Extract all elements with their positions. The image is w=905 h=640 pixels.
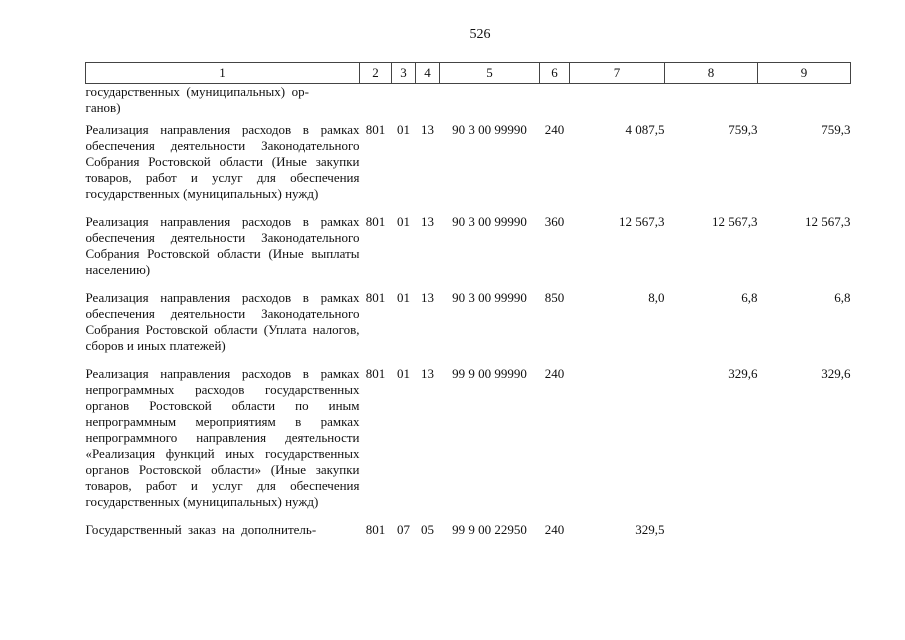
column-header: 3 <box>392 63 416 84</box>
row-description: государственных (муниципальных) ор- ганов) <box>85 84 309 115</box>
column-header: 5 <box>440 63 540 84</box>
cell-section: 01 <box>397 290 410 305</box>
cell-amount-2: 759,3 <box>728 122 758 137</box>
cell-admin-code: 801 <box>365 122 386 137</box>
row-description: Реализация направления расходов в рамках обеспечения деятельности Законодательного Собрания Ростовской области (Иные закупки товаров, работ и услуг для обеспечения государственных (муниципальных) нужд) <box>85 122 360 201</box>
cell-target-article: 99 9 00 99990 <box>452 366 527 381</box>
cell-target-article: 90 3 00 99990 <box>452 290 527 305</box>
column-header: 2 <box>360 63 392 84</box>
column-header: 8 <box>665 63 758 84</box>
cell-amount-1: 8,0 <box>648 290 665 305</box>
cell-section <box>392 84 416 123</box>
table-row <box>86 522 851 550</box>
budget-table <box>85 62 851 550</box>
cell-subsection: 13 <box>421 214 434 229</box>
cell-expense-type: 240 <box>544 366 565 381</box>
cell-subsection: 13 <box>421 122 434 137</box>
table-header-row <box>86 63 851 84</box>
cell-amount-2: 12 567,3 <box>712 214 758 229</box>
cell-amount-2: 329,6 <box>728 366 758 381</box>
column-header: 6 <box>540 63 570 84</box>
cell-section: 01 <box>397 122 410 137</box>
cell-amount-3: 12 567,3 <box>805 214 851 229</box>
cell-amount-3 <box>758 522 851 550</box>
cell-amount-3: 759,3 <box>821 122 851 137</box>
cell-admin-code: 801 <box>365 290 386 305</box>
column-header: 4 <box>416 63 440 84</box>
cell-expense-type: 240 <box>544 122 565 137</box>
page-number: 526 <box>469 27 491 42</box>
cell-amount-1: 4 087,5 <box>625 122 665 137</box>
row-description: Государственный заказ на дополнитель- <box>85 522 317 537</box>
cell-amount-3: 329,6 <box>821 366 851 381</box>
cell-subsection: 13 <box>421 290 434 305</box>
cell-subsection <box>416 84 440 123</box>
row-description: Реализация направления расходов в рамках обеспечения деятельности Законодательного Собрания Ростовской области (Уплата налогов, сборов и иных платежей) <box>85 290 360 353</box>
cell-subsection: 13 <box>421 366 434 381</box>
cell-amount-3: 6,8 <box>834 290 851 305</box>
cell-amount-1: 329,5 <box>635 522 665 537</box>
cell-target-article: 99 9 00 22950 <box>452 522 527 537</box>
table-row <box>86 214 851 290</box>
cell-section: 01 <box>397 214 410 229</box>
cell-subsection: 05 <box>421 522 434 537</box>
cell-admin-code: 801 <box>365 522 386 537</box>
cell-amount-1: 12 567,3 <box>619 214 665 229</box>
cell-amount-1 <box>570 366 665 522</box>
cell-amount-2 <box>665 522 758 550</box>
column-header: 9 <box>758 63 851 84</box>
cell-admin-code <box>360 84 392 123</box>
cell-expense-type: 850 <box>544 290 565 305</box>
cell-amount-1 <box>570 84 665 123</box>
cell-expense-type: 240 <box>544 522 565 537</box>
cell-admin-code: 801 <box>365 214 386 229</box>
cell-admin-code: 801 <box>365 366 386 381</box>
table-row <box>86 84 851 123</box>
cell-amount-3 <box>758 84 851 123</box>
cell-section: 01 <box>397 366 410 381</box>
cell-target-article: 90 3 00 99990 <box>452 214 527 229</box>
cell-amount-2: 6,8 <box>741 290 758 305</box>
row-description: Реализация направления расходов в рамках непрограммных расходов государственных органов Ростовской области по иным непрограммным мероприятиям в рамках непрограммного направления деятельности «Реализация функций иных государственных органов Ростовской области» (Иные закупки товаров, работ и услуг для обеспечения государственных (муниципальных) нужд) <box>85 366 360 509</box>
cell-expense-type <box>540 84 570 123</box>
cell-amount-2 <box>665 84 758 123</box>
cell-target-article <box>440 84 540 123</box>
row-description: Реализация направления расходов в рамках обеспечения деятельности Законодательного Собрания Ростовской области (Иные выплаты населению) <box>85 214 360 277</box>
cell-expense-type: 360 <box>544 214 565 229</box>
table-row <box>86 122 851 214</box>
table-row <box>86 290 851 366</box>
table-row <box>86 366 851 522</box>
column-header: 7 <box>570 63 665 84</box>
cell-section: 07 <box>397 522 410 537</box>
cell-target-article: 90 3 00 99990 <box>452 122 527 137</box>
column-header: 1 <box>86 63 360 84</box>
